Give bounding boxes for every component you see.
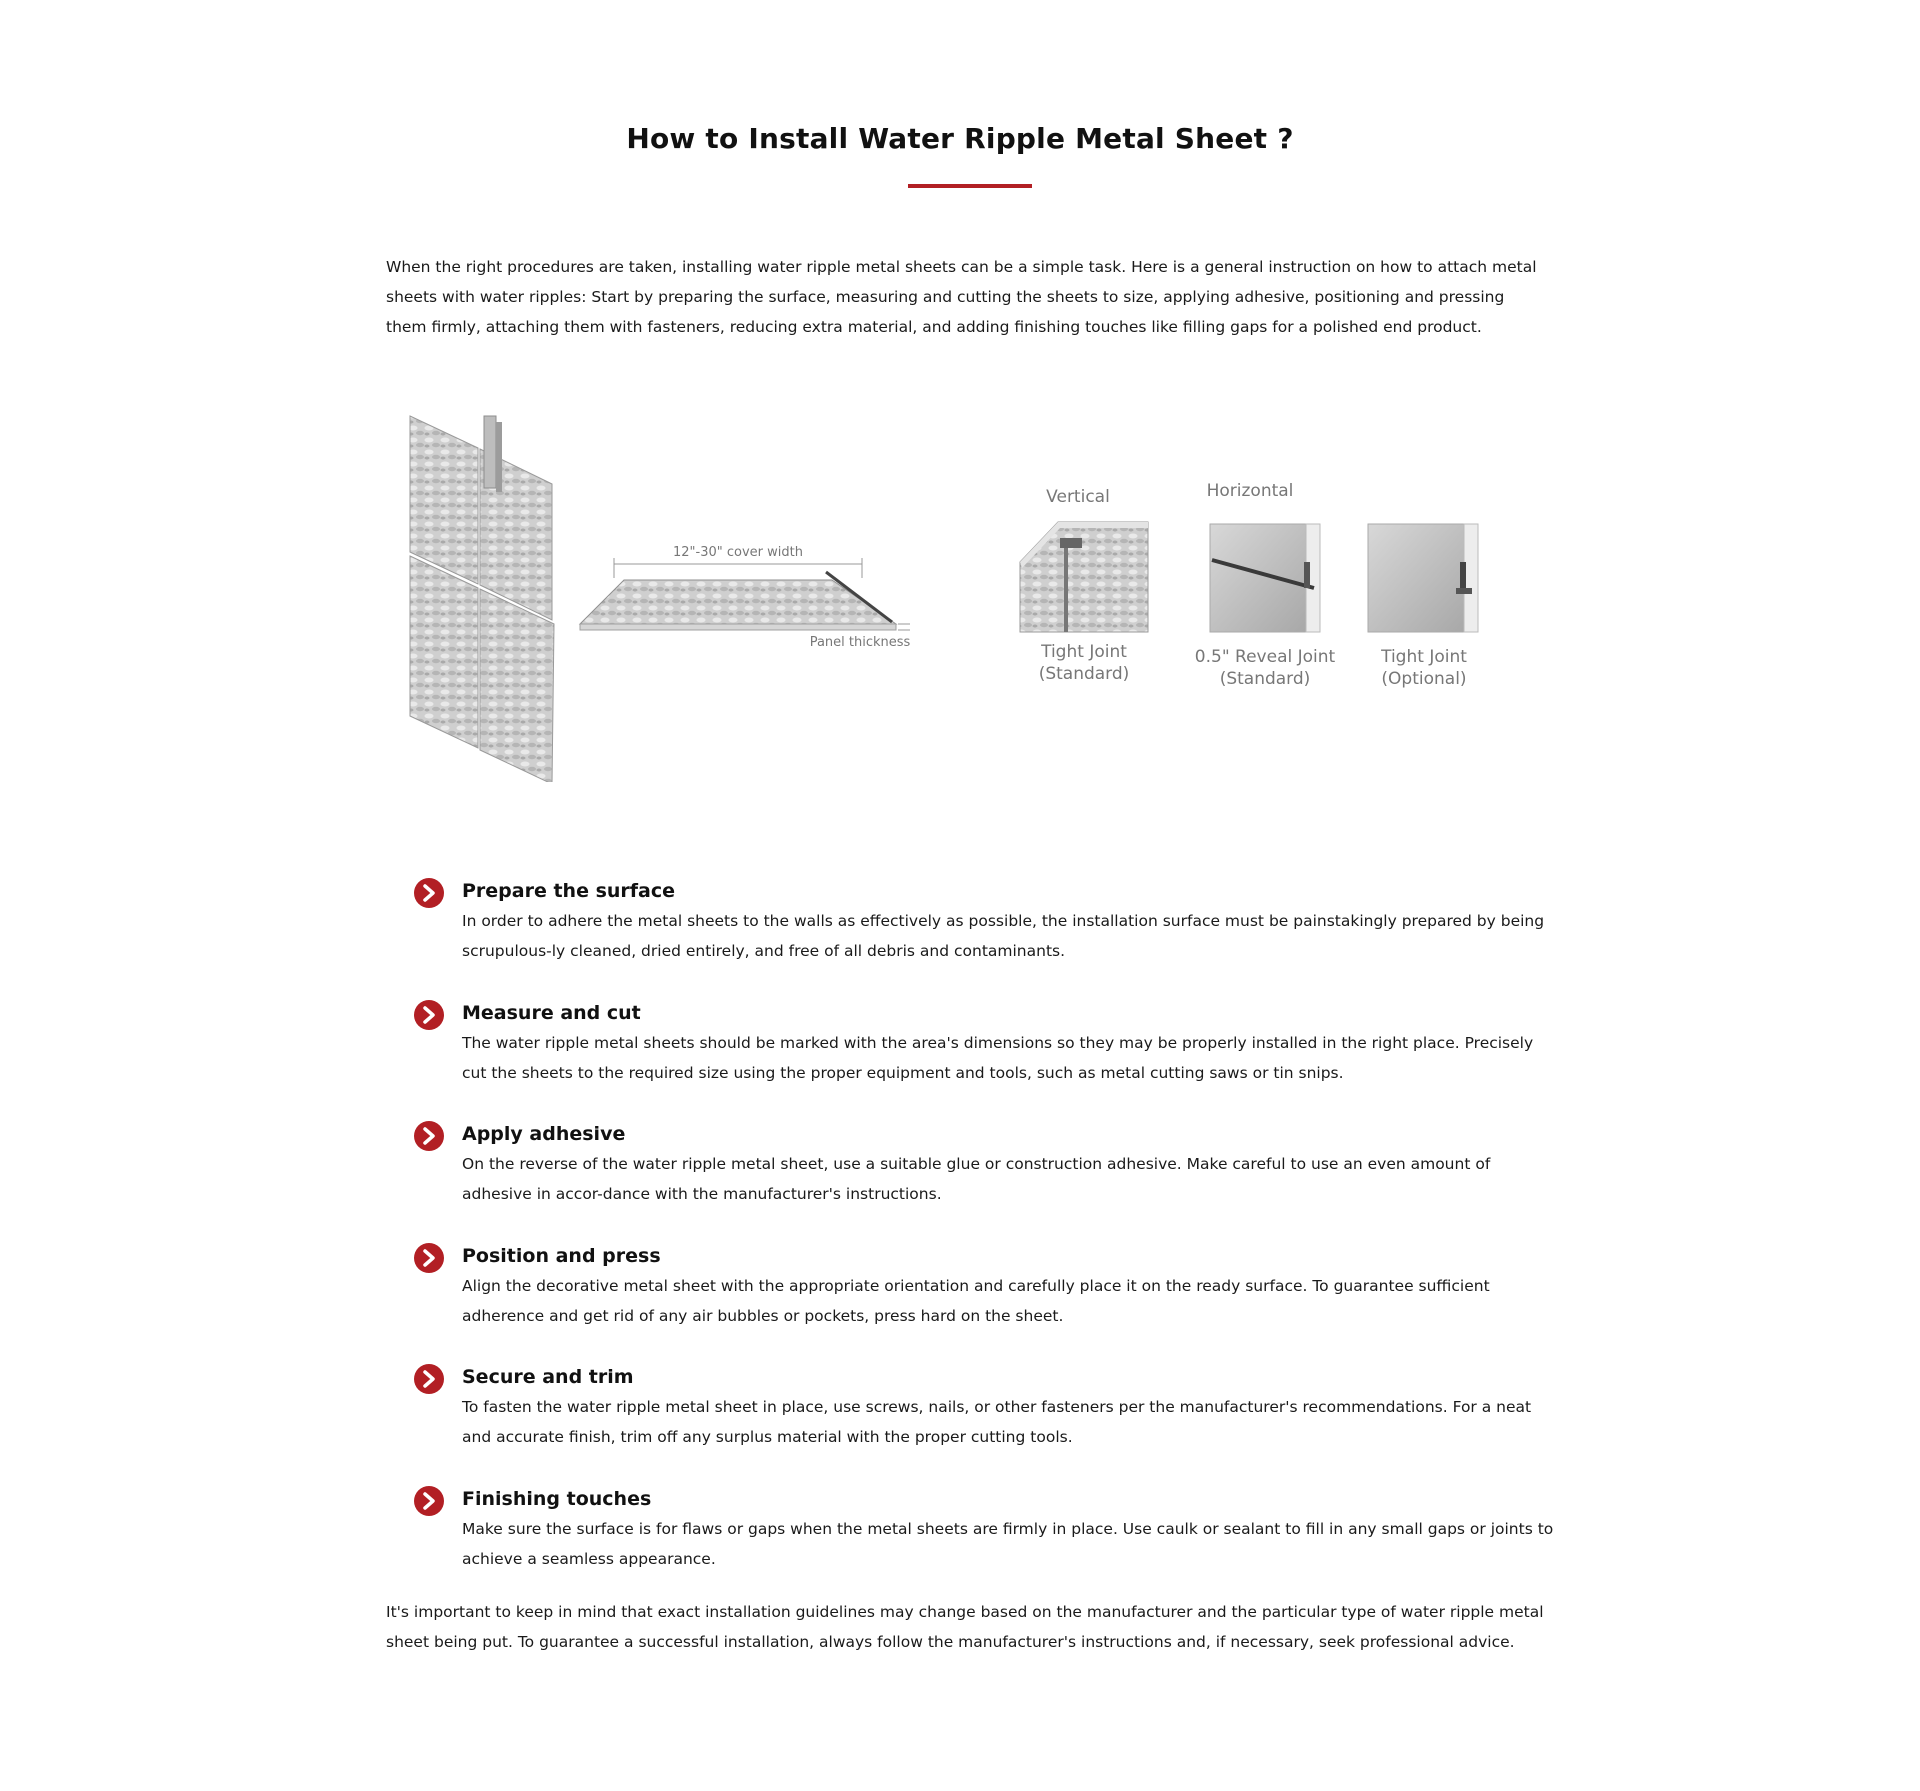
step-title: Apply adhesive <box>462 1123 626 1146</box>
closing-paragraph: It's important to keep in mind that exact installation guidelines may change based on the manufacturer and the particular type of water ripple metal sheet being put. To guarantee a successful installation, always follow the manufacturer's instructions and, if necessary, seek professional advice. <box>386 1603 1544 1651</box>
step-title: Measure and cut <box>462 1001 641 1024</box>
step-description: Make sure the surface is for flaws or gaps when the metal sheets are firmly in place. Use caulk or sealant to fill in any small gaps or joints to achieve a seamless appearance. <box>462 1519 1554 1568</box>
step-item <box>414 1484 1554 1606</box>
joint-label-2-line2: (Standard) <box>1219 669 1311 689</box>
chevron-right-icon <box>414 1486 444 1516</box>
joint-label-3-line1: Tight Joint <box>1381 647 1467 667</box>
tight-joint-optional-diagram <box>1368 524 1478 632</box>
joint-label-2-line1: 0.5" Reveal Joint <box>1194 647 1336 667</box>
step-title: Prepare the surface <box>462 880 676 902</box>
step-list <box>414 876 1554 1606</box>
flat-panel <box>580 558 910 630</box>
joint-label-3-line2: (Optional) <box>1381 669 1467 689</box>
step-description: In order to adhere the metal sheets to the walls as effectively as possible, the installation surface must be painstakingly prepared by being scrupulous-ly cleaned, dried entirely, and free of all debris and contaminants. <box>462 912 1545 960</box>
chevron-right-icon <box>414 1364 444 1394</box>
panel-thickness-label: Panel thickness <box>809 635 911 650</box>
installation-diagram <box>408 412 1498 782</box>
chevron-right-icon <box>414 1243 444 1273</box>
chevron-right-icon <box>414 1000 444 1030</box>
step-item <box>414 998 1554 1120</box>
step-description: Align the decorative metal sheet with the appropriate orientation and carefully place it on the ready surface. To guarantee sufficient adherence and get rid of any air bubbles or pockets, press hard on the sheet. <box>462 1276 1490 1325</box>
joint-label-1-line1: Tight Joint <box>1041 642 1127 662</box>
step-item <box>414 1362 1554 1484</box>
step-description: On the reverse of the water ripple metal sheet, use a suitable glue or construction adhesive. Make careful to use an even amount of adhesive in accor-dance with the manufacturer's instructions. <box>462 1155 1491 1204</box>
step-description: To fasten the water ripple metal sheet in place, use screws, nails, or other fasteners per the manufacturer's recommendations. For a neat and accurate finish, trim off any surplus material with the proper cutting tools. <box>462 1398 1532 1447</box>
reveal-joint-diagram <box>1210 524 1320 632</box>
cover-width-label: 12"-30" cover width <box>673 545 803 560</box>
step-item <box>414 1119 1554 1241</box>
step-item <box>414 876 1554 998</box>
step-description: The water ripple metal sheets should be marked with the area's dimensions so they may be properly installed in the right place. Precisely cut the sheets to the required size using the proper equipment and tools, such as metal cutting saws or tin snips. <box>462 1033 1534 1082</box>
step-title: Position and press <box>462 1244 661 1267</box>
ripple-panel-stack <box>410 416 554 782</box>
step-title: Secure and trim <box>462 1366 634 1389</box>
joint-label-1-line2: (Standard) <box>1038 664 1130 684</box>
step-title: Finishing touches <box>462 1487 652 1510</box>
tight-joint-vertical-diagram <box>1020 522 1148 632</box>
title-underline <box>908 184 1032 188</box>
chevron-right-icon <box>414 1121 444 1151</box>
step-item <box>414 1241 1554 1363</box>
vertical-label: Vertical <box>1046 487 1110 507</box>
chevron-right-icon <box>414 878 444 908</box>
horizontal-label: Horizontal <box>1206 481 1294 501</box>
installation-figure <box>408 412 1498 782</box>
intro-paragraph: When the right procedures are taken, installing water ripple metal sheets can be a simple task. Here is a general instruction on how to attach metal sheets with water ripples: Start by preparing the surface, measuring and cutting the sheets to size, applying adhesive, positioning and pressing them firmly, attaching them with fasteners, reducing extra material, and adding finishing touches like filling gaps for a polished end product. <box>386 258 1537 336</box>
page-title: How to Install Water Ripple Metal Sheet ? <box>626 122 1294 155</box>
